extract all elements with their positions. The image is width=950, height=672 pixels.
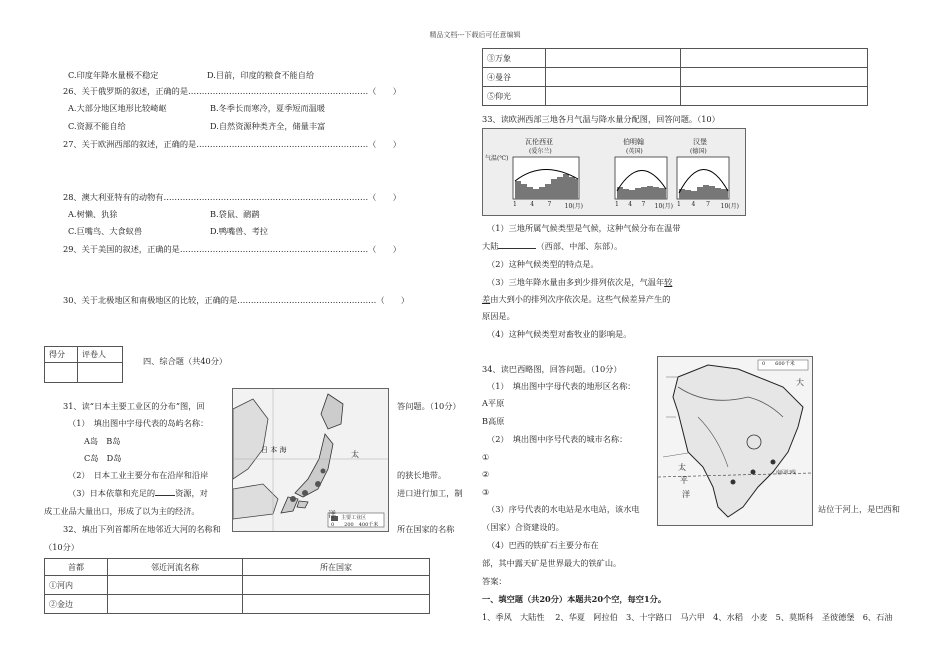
col-capital: 首都 bbox=[45, 559, 108, 576]
q34-part-2: （2） 填出图中序号代表的城市名称： bbox=[487, 434, 628, 444]
q25-option-d: D.目前，印度的粮食不能自给 bbox=[207, 70, 315, 80]
reviewer-label: 评卷人 bbox=[78, 347, 123, 363]
q33-part-1: （1）三地所属气候类型是气候，这种气候分布在温带 bbox=[487, 223, 681, 233]
river-cell-3[interactable] bbox=[546, 49, 681, 68]
river-cell-5[interactable] bbox=[546, 87, 681, 106]
row-hanoi: ①河内 bbox=[45, 576, 108, 595]
q31-part-3b: 成工业品大量出口，形成了以为主的经济。 bbox=[44, 506, 200, 516]
q31-islands-cd: C岛 D岛 bbox=[84, 453, 122, 463]
q34-part-3b: （国家）合资建设的。 bbox=[482, 522, 564, 532]
country-cell-3[interactable] bbox=[681, 49, 868, 68]
japan-map-svg bbox=[233, 389, 388, 531]
q26-option-a: A.大部分地区地形比较崎岖 bbox=[68, 103, 167, 113]
japan-industry-map bbox=[232, 388, 389, 532]
xtick: 4 bbox=[530, 201, 535, 208]
q31-part-3-text: （3）日本依靠和充足的 bbox=[68, 488, 156, 498]
question-34: 34、读巴西略图，回答问题。（10分） bbox=[482, 364, 622, 374]
q31-part-3-end: 进口进行加工，制 bbox=[397, 488, 463, 498]
answer-label: 答案： bbox=[482, 576, 507, 586]
climate-ylabel: 气温(℃) bbox=[485, 155, 509, 162]
xtick: 1 bbox=[615, 201, 619, 208]
river-cell-2[interactable] bbox=[108, 595, 243, 614]
q31-part-1: （1） 填出图中字母代表的岛屿名称： bbox=[68, 418, 209, 428]
chart-birmingham bbox=[615, 157, 667, 199]
q31-part-3-resource: 资源，对 bbox=[175, 488, 208, 498]
q34-city-1: ① bbox=[482, 452, 490, 462]
row-bangkok: ④曼谷 bbox=[483, 68, 546, 87]
xtick: 7 bbox=[706, 201, 710, 208]
q31-part-3 bbox=[68, 488, 208, 499]
q33-underline-2: 差 bbox=[482, 294, 491, 304]
chart-hamburg bbox=[677, 157, 729, 199]
row-yangon: ⑤仰光 bbox=[483, 87, 546, 106]
question-29: 29、关于美国的叙述，正确的是……………………………………………………………（ ） bbox=[63, 244, 401, 254]
q33-part-3 bbox=[487, 277, 672, 288]
tropic-label: 南回归线 bbox=[776, 470, 797, 476]
pacific-1: 太 bbox=[678, 463, 686, 472]
city-hamburg: 汉堡 bbox=[693, 138, 707, 146]
question-26: 26、关于俄罗斯的叙述，正确的是…………………………………………………………（ ） bbox=[63, 86, 401, 96]
climate-charts bbox=[482, 128, 746, 216]
capitals-table-continued bbox=[482, 48, 868, 106]
question-32: 32、填出下列首都所在地邻近大河的名称和 bbox=[63, 524, 221, 534]
q25-option-c: C.印度年降水量极不稳定 bbox=[68, 70, 159, 80]
xtick: 1 bbox=[513, 201, 517, 208]
xtick: 4 bbox=[628, 201, 633, 208]
q31-blank[interactable] bbox=[155, 495, 175, 496]
country-cell-4[interactable] bbox=[681, 68, 868, 87]
score-table bbox=[44, 346, 123, 383]
pacific-char-2: 洋 bbox=[328, 510, 336, 519]
country-cell-1[interactable] bbox=[243, 576, 430, 595]
xtick: 10(月) bbox=[654, 203, 673, 210]
q33-part-1b bbox=[482, 241, 622, 252]
capitals-table bbox=[44, 558, 430, 614]
question-31-end: 答问题。（10分） bbox=[397, 401, 461, 411]
q33-blank[interactable] bbox=[498, 248, 536, 249]
q34-part-1: （1） 填出图中字母代表的地形区名称： bbox=[487, 381, 636, 391]
city-valentia: 瓦伦西亚 bbox=[525, 138, 553, 146]
country-germany: (德国) bbox=[690, 148, 707, 155]
q33-part-3c: 由大到小的排列次序依次是。这些气候差异产生的 bbox=[490, 294, 671, 304]
row-phnompenh: ②金边 bbox=[45, 595, 108, 614]
q34-b: B高原 bbox=[482, 416, 505, 426]
pacific-3: 洋 bbox=[682, 490, 690, 499]
q31-part-2: （2） 日本工业主要分布在沿岸和沿岸 bbox=[68, 470, 209, 480]
answer-line-1: 1、季风 大陆性 2、华夏 阿拉伯 3、十字路口 马六甲 4、水稻 小麦 5、莫斯科 圣彼德堡 6、石油 bbox=[482, 612, 893, 622]
xticks-2 bbox=[615, 201, 673, 210]
atlantic-label: 大 bbox=[796, 378, 804, 387]
question-32-score: （10分） bbox=[44, 542, 79, 552]
xtick: 10(月) bbox=[564, 203, 583, 210]
country-uk: (英国) bbox=[626, 148, 643, 155]
page-header: 精品文档---下载后可任意编辑 bbox=[429, 31, 521, 39]
q33-continent-text: 大陆 bbox=[482, 241, 499, 251]
q33-part-3d: 原因是。 bbox=[482, 311, 515, 321]
score-label: 得分 bbox=[45, 347, 78, 363]
q26-option-b: B.冬季长而寒冷，夏季短而温暖 bbox=[210, 103, 326, 113]
q28-option-c: C.巨嘴鸟、大食蚁兽 bbox=[68, 226, 143, 236]
col-river: 邻近河流名称 bbox=[108, 559, 243, 576]
brazil-scale: 0 600千米 bbox=[762, 361, 795, 367]
xtick: 7 bbox=[641, 201, 646, 208]
chart-valentia bbox=[513, 157, 579, 199]
q33-part-3-text: （3）三地年降水量由多到少排列依次是，气温年 bbox=[487, 277, 665, 287]
q34-city-3: ③ bbox=[482, 487, 490, 497]
river-cell-4[interactable] bbox=[546, 68, 681, 87]
map-scale: 0 200 400千米 bbox=[331, 522, 379, 528]
q28-option-b: B.袋鼠、鸸鹋 bbox=[210, 209, 260, 219]
legend-industry: 主要工业区 bbox=[341, 515, 367, 521]
q34-part-4: （4）巴西的铁矿石主要分布在 bbox=[487, 540, 599, 550]
q31-part-2-end: 的狭长地带。 bbox=[397, 470, 447, 480]
pacific-char-1: 太 bbox=[351, 450, 359, 459]
question-31: 31、读“日本主要工业区的分布”图，回 bbox=[63, 401, 205, 411]
q26-option-c: C.资源不能自给 bbox=[68, 121, 126, 131]
xtick: 7 bbox=[547, 201, 552, 208]
country-cell-2[interactable] bbox=[243, 595, 430, 614]
xticks-3 bbox=[677, 201, 739, 210]
pacific-2: 平 bbox=[680, 476, 688, 485]
q33-part-1c: （西部、中部、东部）。 bbox=[536, 241, 623, 251]
col-country: 所在国家 bbox=[243, 559, 430, 576]
city-birmingham: 伯明翰 bbox=[623, 138, 644, 146]
country-cell-5[interactable] bbox=[681, 87, 868, 106]
xtick: 10(月) bbox=[720, 203, 739, 210]
question-28: 28、澳大利亚特有的动物有…………………………………………………………………（ ） bbox=[63, 192, 401, 202]
q33-part-2: （2）这种气候类型的特点是。 bbox=[487, 259, 599, 269]
q33-part-4: （4）这种气候类型对畜牧业的影响是。 bbox=[487, 329, 632, 339]
question-27: 27、关于欧洲西部的叙述，正确的是………………………………………………………（ ） bbox=[63, 139, 401, 149]
section-4-title: 四、综合题（共40分） bbox=[143, 356, 228, 366]
xtick: 1 bbox=[677, 201, 681, 208]
reviewer-cell[interactable] bbox=[78, 363, 123, 383]
q33-part-3b bbox=[482, 294, 670, 305]
q26-option-d: D.自然资源种类齐全，储量丰富 bbox=[210, 121, 326, 131]
q33-underline-1: 较 bbox=[664, 277, 673, 287]
question-32-end: 所在国家的名称 bbox=[397, 524, 455, 534]
country-ireland: (爱尔兰) bbox=[529, 148, 552, 155]
q34-city-2: ② bbox=[482, 469, 490, 479]
q34-part-4b: 部，其中露天矿是世界最大的铁矿山。 bbox=[482, 558, 622, 568]
q31-islands-ab: A岛 B岛 bbox=[84, 436, 121, 446]
q34-a: A平原 bbox=[482, 398, 505, 408]
answer-section-1: 一、填空题（共20分）本题共20个空，每空1分。 bbox=[482, 594, 667, 604]
brazil-map bbox=[657, 356, 813, 526]
xtick: 4 bbox=[691, 201, 696, 208]
question-30: 30、关于北极地区和南极地区的比较，正确的是……………………………………………（ ） bbox=[63, 295, 410, 305]
q34-part-3-end: 站位于河上，是巴西和 bbox=[818, 504, 900, 514]
row-vientiane: ③万象 bbox=[483, 49, 546, 68]
q28-option-d: D.鸭嘴兽、考拉 bbox=[210, 226, 268, 236]
q28-option-a: A.树懒、犰狳 bbox=[68, 209, 118, 219]
q34-part-3: （3）序号代表的水电站是水电站，该水电 bbox=[487, 504, 640, 514]
sea-of-japan-label: 日 本 海 bbox=[261, 446, 287, 454]
river-cell-1[interactable] bbox=[108, 576, 243, 595]
score-cell[interactable] bbox=[45, 363, 78, 383]
xticks-1 bbox=[513, 201, 583, 210]
question-33: 33、读欧洲西部三地各月气温与降水量分配图，回答问题。（10） bbox=[482, 114, 720, 124]
